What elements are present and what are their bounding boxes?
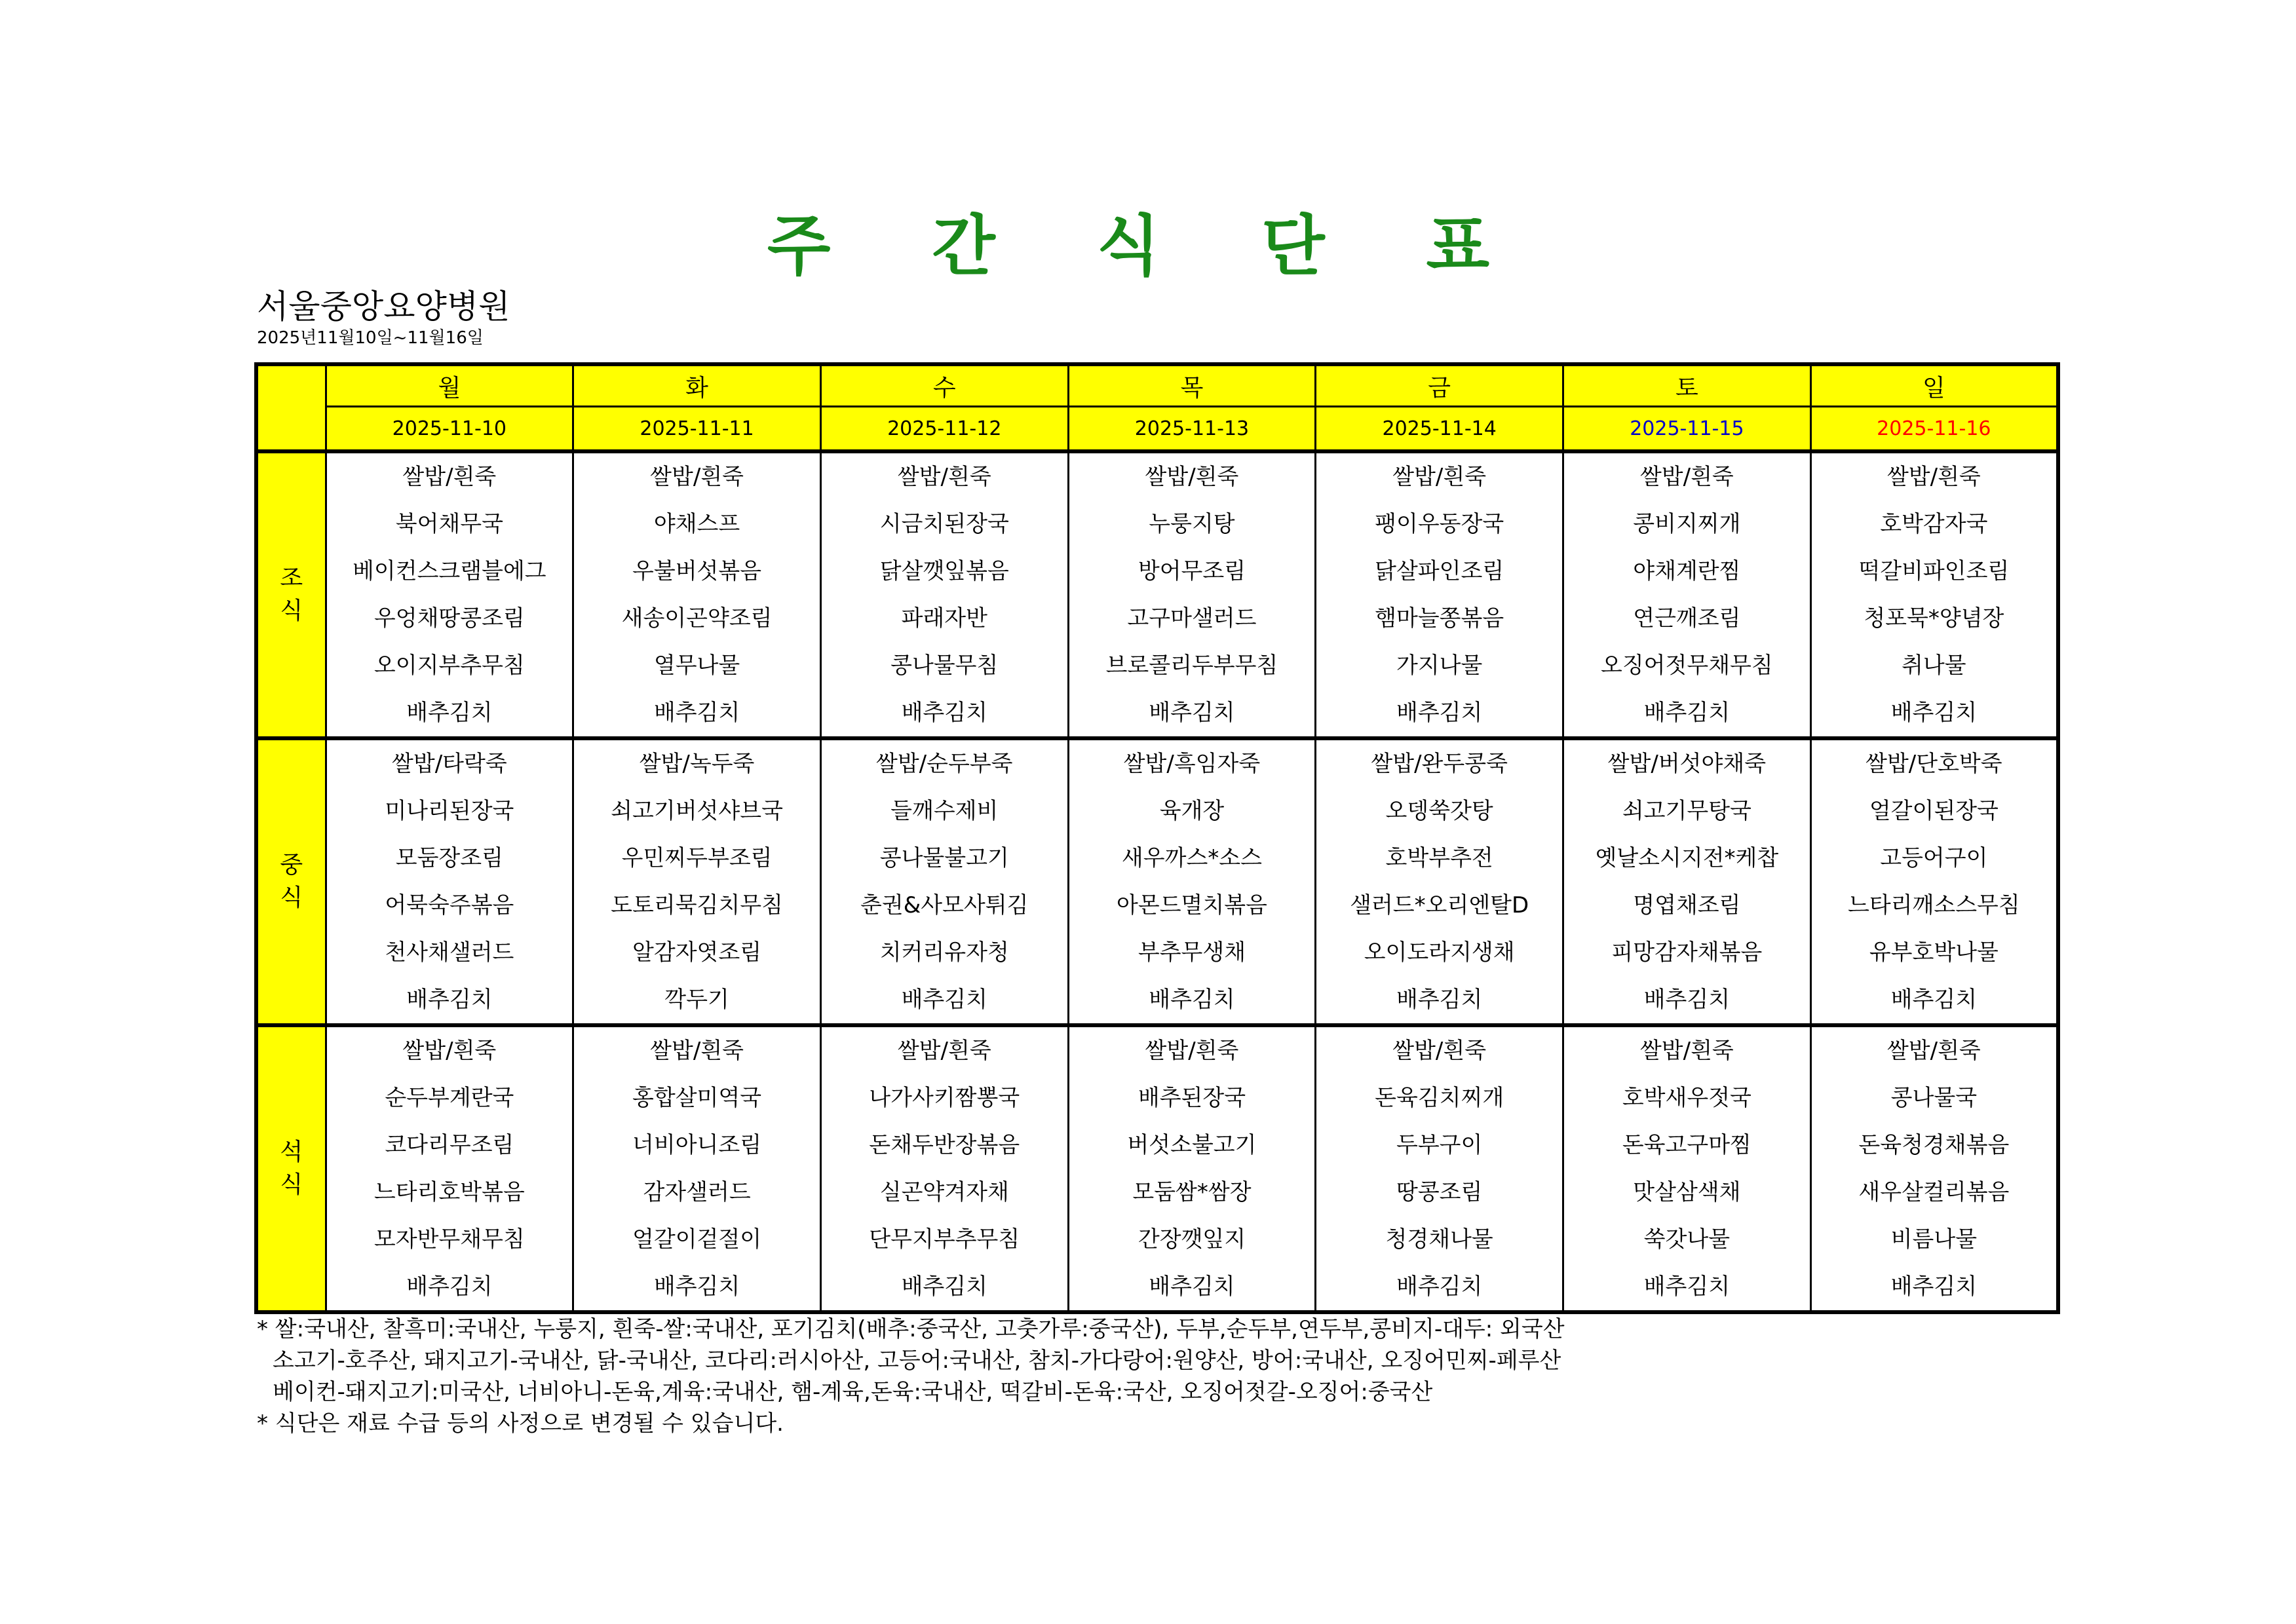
menu-item: 돈채두반장볶음 [869,1132,1020,1158]
date-header-sun: 2025-11-16 [1810,407,2058,452]
menu-item: 유부호박나물 [1869,939,1999,966]
menu-item: 쌀밥/완두콩죽 [1371,751,1508,777]
menu-item: 쌀밥/흰죽 [897,1038,991,1064]
menu-item: 야채계란찜 [1633,558,1741,584]
menu-period: 2025년11월10일~11월16일 [257,328,484,348]
menu-cell [1316,1025,1563,1312]
menu-item: 우민찌두부조림 [621,845,773,871]
menu-item: 호박새우젓국 [1622,1085,1751,1111]
menu-item: 배추김치 [1890,987,1978,1013]
menu-item: 배추김치 [1149,700,1235,726]
menu-item: 오징어젓무채무침 [1600,652,1773,679]
menu-item: 쌀밥/흰죽 [1145,1038,1239,1064]
menu-item: 고구마샐러드 [1127,605,1257,632]
day-header-wed: 수 [820,364,1068,407]
menu-cell [1563,451,1811,738]
menu-item: 두부구이 [1396,1132,1483,1158]
menu-item: 시금치된장국 [879,511,1009,537]
menu-item: 쌀밥/흰죽 [1639,464,1734,490]
menu-item: 코다리무조림 [385,1132,514,1158]
menu-item: 쇠고기무탕국 [1622,798,1751,824]
menu-item: 쌀밥/흰죽 [1886,464,1981,490]
menu-item: 호박감자국 [1880,511,1988,537]
menu-item: 배추김치 [406,700,493,726]
note-line: 베이컨-돼지고기:미국산, 너비아니-돈육,계육:국내산, 햄-계육,돈육:국내산, 떡갈비-돈육:국산, 오징어젓갈-오징어:중국산 [273,1379,1433,1405]
menu-item: 쌀밥/흑임자죽 [1123,751,1261,777]
day-header-thu: 목 [1068,364,1316,407]
menu-item: 순두부계란국 [385,1085,514,1111]
menu-item: 땅콩조림 [1396,1179,1483,1205]
menu-item: 알감자엿조림 [632,939,762,966]
menu-cell [1810,738,2058,1025]
date-header-tue: 2025-11-11 [573,407,821,452]
menu-item: 쌀밥/흰죽 [402,1038,497,1064]
menu-item: 오뎅쑥갓탕 [1385,798,1493,824]
day-header-mon: 월 [326,364,573,407]
menu-item: 배추김치 [1643,700,1731,726]
menu-item: 단무지부추무침 [869,1226,1020,1253]
menu-item: 쌀밥/단호박죽 [1866,751,2002,777]
menu-item: 청포묵*양념장 [1864,605,2004,632]
meal-row-dinner [256,1025,2058,1312]
menu-item: 콩비지찌개 [1633,511,1741,537]
menu-item: 쌀밥/흰죽 [1392,464,1487,490]
meal-label [256,738,326,1025]
menu-item: 쌀밥/타락죽 [392,751,507,777]
menu-item: 쌀밥/버섯야채죽 [1607,751,1767,777]
menu-item: 햄마늘쫑볶음 [1375,605,1504,632]
menu-cell [820,738,1068,1025]
menu-item: 배추김치 [901,700,987,726]
menu-item: 아몬드멸치볶음 [1117,892,1267,918]
menu-item: 쑥갓나물 [1643,1226,1731,1253]
menu-item: 호박부추전 [1385,845,1493,871]
menu-item: 쌀밥/순두부죽 [875,751,1013,777]
menu-item: 쌀밥/흰죽 [402,464,497,490]
menu-item: 오이지부추무침 [373,652,525,679]
menu-cell [820,1025,1068,1312]
day-header-tue: 화 [573,364,821,407]
menu-item: 배추김치 [406,987,493,1013]
menu-cell [1810,451,2058,738]
menu-item: 쌀밥/흰죽 [1639,1038,1734,1064]
menu-item: 야채스프 [653,511,740,537]
menu-item: 팽이우동장국 [1375,511,1504,537]
menu-item: 배추김치 [1890,1274,1978,1300]
menu-item: 춘권&사모사튀김 [860,892,1029,918]
menu-item: 치커리유자청 [879,939,1009,966]
menu-item: 쌀밥/흰죽 [1145,464,1239,490]
menu-item: 브로콜리두부무침 [1105,652,1278,679]
meal-label-char: 식 [280,597,303,624]
menu-item: 새송이곤약조림 [621,605,773,632]
menu-item: 고등어구이 [1880,845,1988,871]
menu-cell [1810,1025,2058,1312]
menu-item: 느타리깨소스무침 [1847,892,2020,918]
day-header-row [256,364,2058,407]
menu-item: 북어채무국 [395,511,503,537]
menu-item: 느타리호박볶음 [373,1179,525,1205]
menu-cell [1316,738,1563,1025]
menu-item: 쌀밥/녹두죽 [639,751,755,777]
hospital-name: 서울중앙요양병원 [257,288,510,326]
date-header-fri: 2025-11-14 [1316,407,1563,452]
menu-item: 취나물 [1902,652,1966,679]
menu-item: 콩나물불고기 [879,845,1009,871]
menu-item: 배추김치 [406,1274,493,1300]
page-title: 주 간 식 단 표 [767,208,1529,284]
date-header-mon: 2025-11-10 [326,407,573,452]
menu-item: 배추김치 [1396,987,1483,1013]
menu-item: 도토리묵김치무침 [611,892,783,918]
meal-label-char: 석 [280,1139,303,1165]
menu-item: 돈육청경채볶음 [1858,1132,2010,1158]
menu-item: 떡갈비파인조림 [1858,558,2010,584]
date-header-wed: 2025-11-12 [820,407,1068,452]
note-line: * 식단은 재료 수급 등의 사정으로 변경될 수 있습니다. [257,1410,784,1437]
date-header-row [256,407,2058,452]
menu-item: 맛살삼색채 [1633,1179,1741,1205]
menu-item: 옛날소시지전*케찹 [1595,845,1779,871]
menu-item: 쌀밥/흰죽 [650,464,744,490]
menu-item: 방어무조림 [1138,558,1246,584]
menu-cell [573,1025,821,1312]
menu-item: 콩나물무침 [890,652,999,679]
menu-item: 돈육고구마찜 [1622,1132,1751,1158]
menu-item: 홍합살미역국 [632,1085,762,1111]
menu-cell [573,738,821,1025]
menu-item: 배추김치 [1643,1274,1731,1300]
note-line: * 쌀:국내산, 찰흑미:국내산, 누룽지, 흰죽-쌀:국내산, 포기김치(배추:중국산, 고춧가루:중국산), 두부,순두부,연두부,콩비지-대두: 외국산 [257,1316,1565,1342]
meal-row-lunch [256,738,2058,1025]
menu-item: 베이컨스크램블에그 [353,558,546,584]
meal-row-breakfast [256,451,2058,738]
menu-item: 모자반무채무침 [373,1226,525,1253]
menu-item: 우불버섯볶음 [632,558,762,584]
menu-item: 쌀밥/흰죽 [897,464,991,490]
menu-item: 배추김치 [1149,987,1235,1013]
menu-cell [1068,1025,1316,1312]
menu-item: 쌀밥/흰죽 [1886,1038,1981,1064]
menu-item: 어묵숙주볶음 [385,892,514,918]
menu-item: 버섯소불고기 [1127,1132,1257,1158]
menu-item: 샐러드*오리엔탈D [1350,892,1529,918]
menu-item: 너비아니조림 [632,1132,762,1158]
menu-item: 청경채나물 [1385,1226,1493,1253]
menu-item: 육개장 [1159,798,1225,824]
menu-item: 쌀밥/흰죽 [650,1038,744,1064]
menu-item: 열무나물 [653,652,740,679]
menu-item: 배추김치 [1890,700,1978,726]
day-header-sat: 토 [1563,364,1811,407]
menu-item: 쌀밥/흰죽 [1392,1038,1487,1064]
menu-item: 배추김치 [653,700,740,726]
menu-item: 새우살컬리볶음 [1858,1179,2010,1205]
weekly-menu-table [254,362,2060,1314]
meal-label-char: 중 [280,852,303,878]
date-header-sat: 2025-11-15 [1563,407,1811,452]
menu-cell [326,738,573,1025]
menu-item: 부추무생채 [1138,939,1246,966]
menu-item: 피망감자채볶음 [1611,939,1763,966]
menu-item: 닭살깻잎볶음 [879,558,1009,584]
notes [257,1313,1565,1439]
menu-item: 배추김치 [901,1274,987,1300]
menu-item: 닭살파인조림 [1375,558,1504,584]
note-line: 소고기-호주산, 돼지고기-국내산, 닭-국내산, 코다리:러시아산, 고등어:국내산, 참치-가다랑어:원양산, 방어:국내산, 오징어민찌-페루산 [273,1348,1561,1374]
day-header-sun: 일 [1810,364,2058,407]
meal-label-char: 조 [280,565,303,592]
menu-item: 명엽채조림 [1633,892,1741,918]
menu-item: 우엉채땅콩조림 [373,605,525,632]
menu-cell [1563,738,1811,1025]
menu-item: 배추된장국 [1138,1085,1246,1111]
menu-cell [1068,738,1316,1025]
menu-cell [573,451,821,738]
menu-item: 모둠쌈*쌈장 [1132,1179,1252,1205]
menu-item: 얼갈이된장국 [1869,798,1999,824]
menu-item: 나가사키짬뽕국 [869,1085,1020,1111]
menu-item: 모둠장조림 [395,845,503,871]
meal-label [256,1025,326,1312]
menu-item: 연근깨조림 [1633,605,1741,632]
date-header-thu: 2025-11-13 [1068,407,1316,452]
menu-cell [326,451,573,738]
menu-item: 누룽지탕 [1149,511,1235,537]
menu-item: 실곤약겨자채 [879,1179,1009,1205]
menu-item: 가지나물 [1396,652,1483,679]
menu-item: 배추김치 [653,1274,740,1300]
menu-item: 배추김치 [1643,987,1731,1013]
menu-cell [326,1025,573,1312]
meal-label-char: 식 [280,1171,303,1198]
menu-cell [1563,1025,1811,1312]
menu-item: 천사채샐러드 [385,939,514,966]
meal-label-char: 식 [280,884,303,911]
meal-label [256,451,326,738]
menu-item: 오이도라지생채 [1364,939,1515,966]
menu-item: 얼갈이겉절이 [632,1226,762,1253]
menu-cell [1068,451,1316,738]
menu-item: 새우까스*소스 [1121,845,1262,871]
menu-cell [1316,451,1563,738]
menu-cell [820,451,1068,738]
menu-item: 배추김치 [901,987,987,1013]
menu-item: 콩나물국 [1890,1085,1978,1111]
menu-item: 파래자반 [901,605,987,632]
menu-item: 쇠고기버섯샤브국 [611,798,783,824]
day-header-fri: 금 [1316,364,1563,407]
menu-item: 배추김치 [1396,1274,1483,1300]
menu-item: 미나리된장국 [385,798,514,824]
menu-item: 배추김치 [1396,700,1483,726]
menu-item: 간장깻잎지 [1138,1226,1246,1253]
menu-item: 배추김치 [1149,1274,1235,1300]
menu-item: 돈육김치찌개 [1375,1085,1504,1111]
menu-item: 감자샐러드 [643,1179,751,1205]
menu-item: 깍두기 [664,987,729,1013]
menu-item: 비름나물 [1890,1226,1978,1253]
header-corner [256,364,326,451]
menu-item: 들깨수제비 [890,798,999,824]
